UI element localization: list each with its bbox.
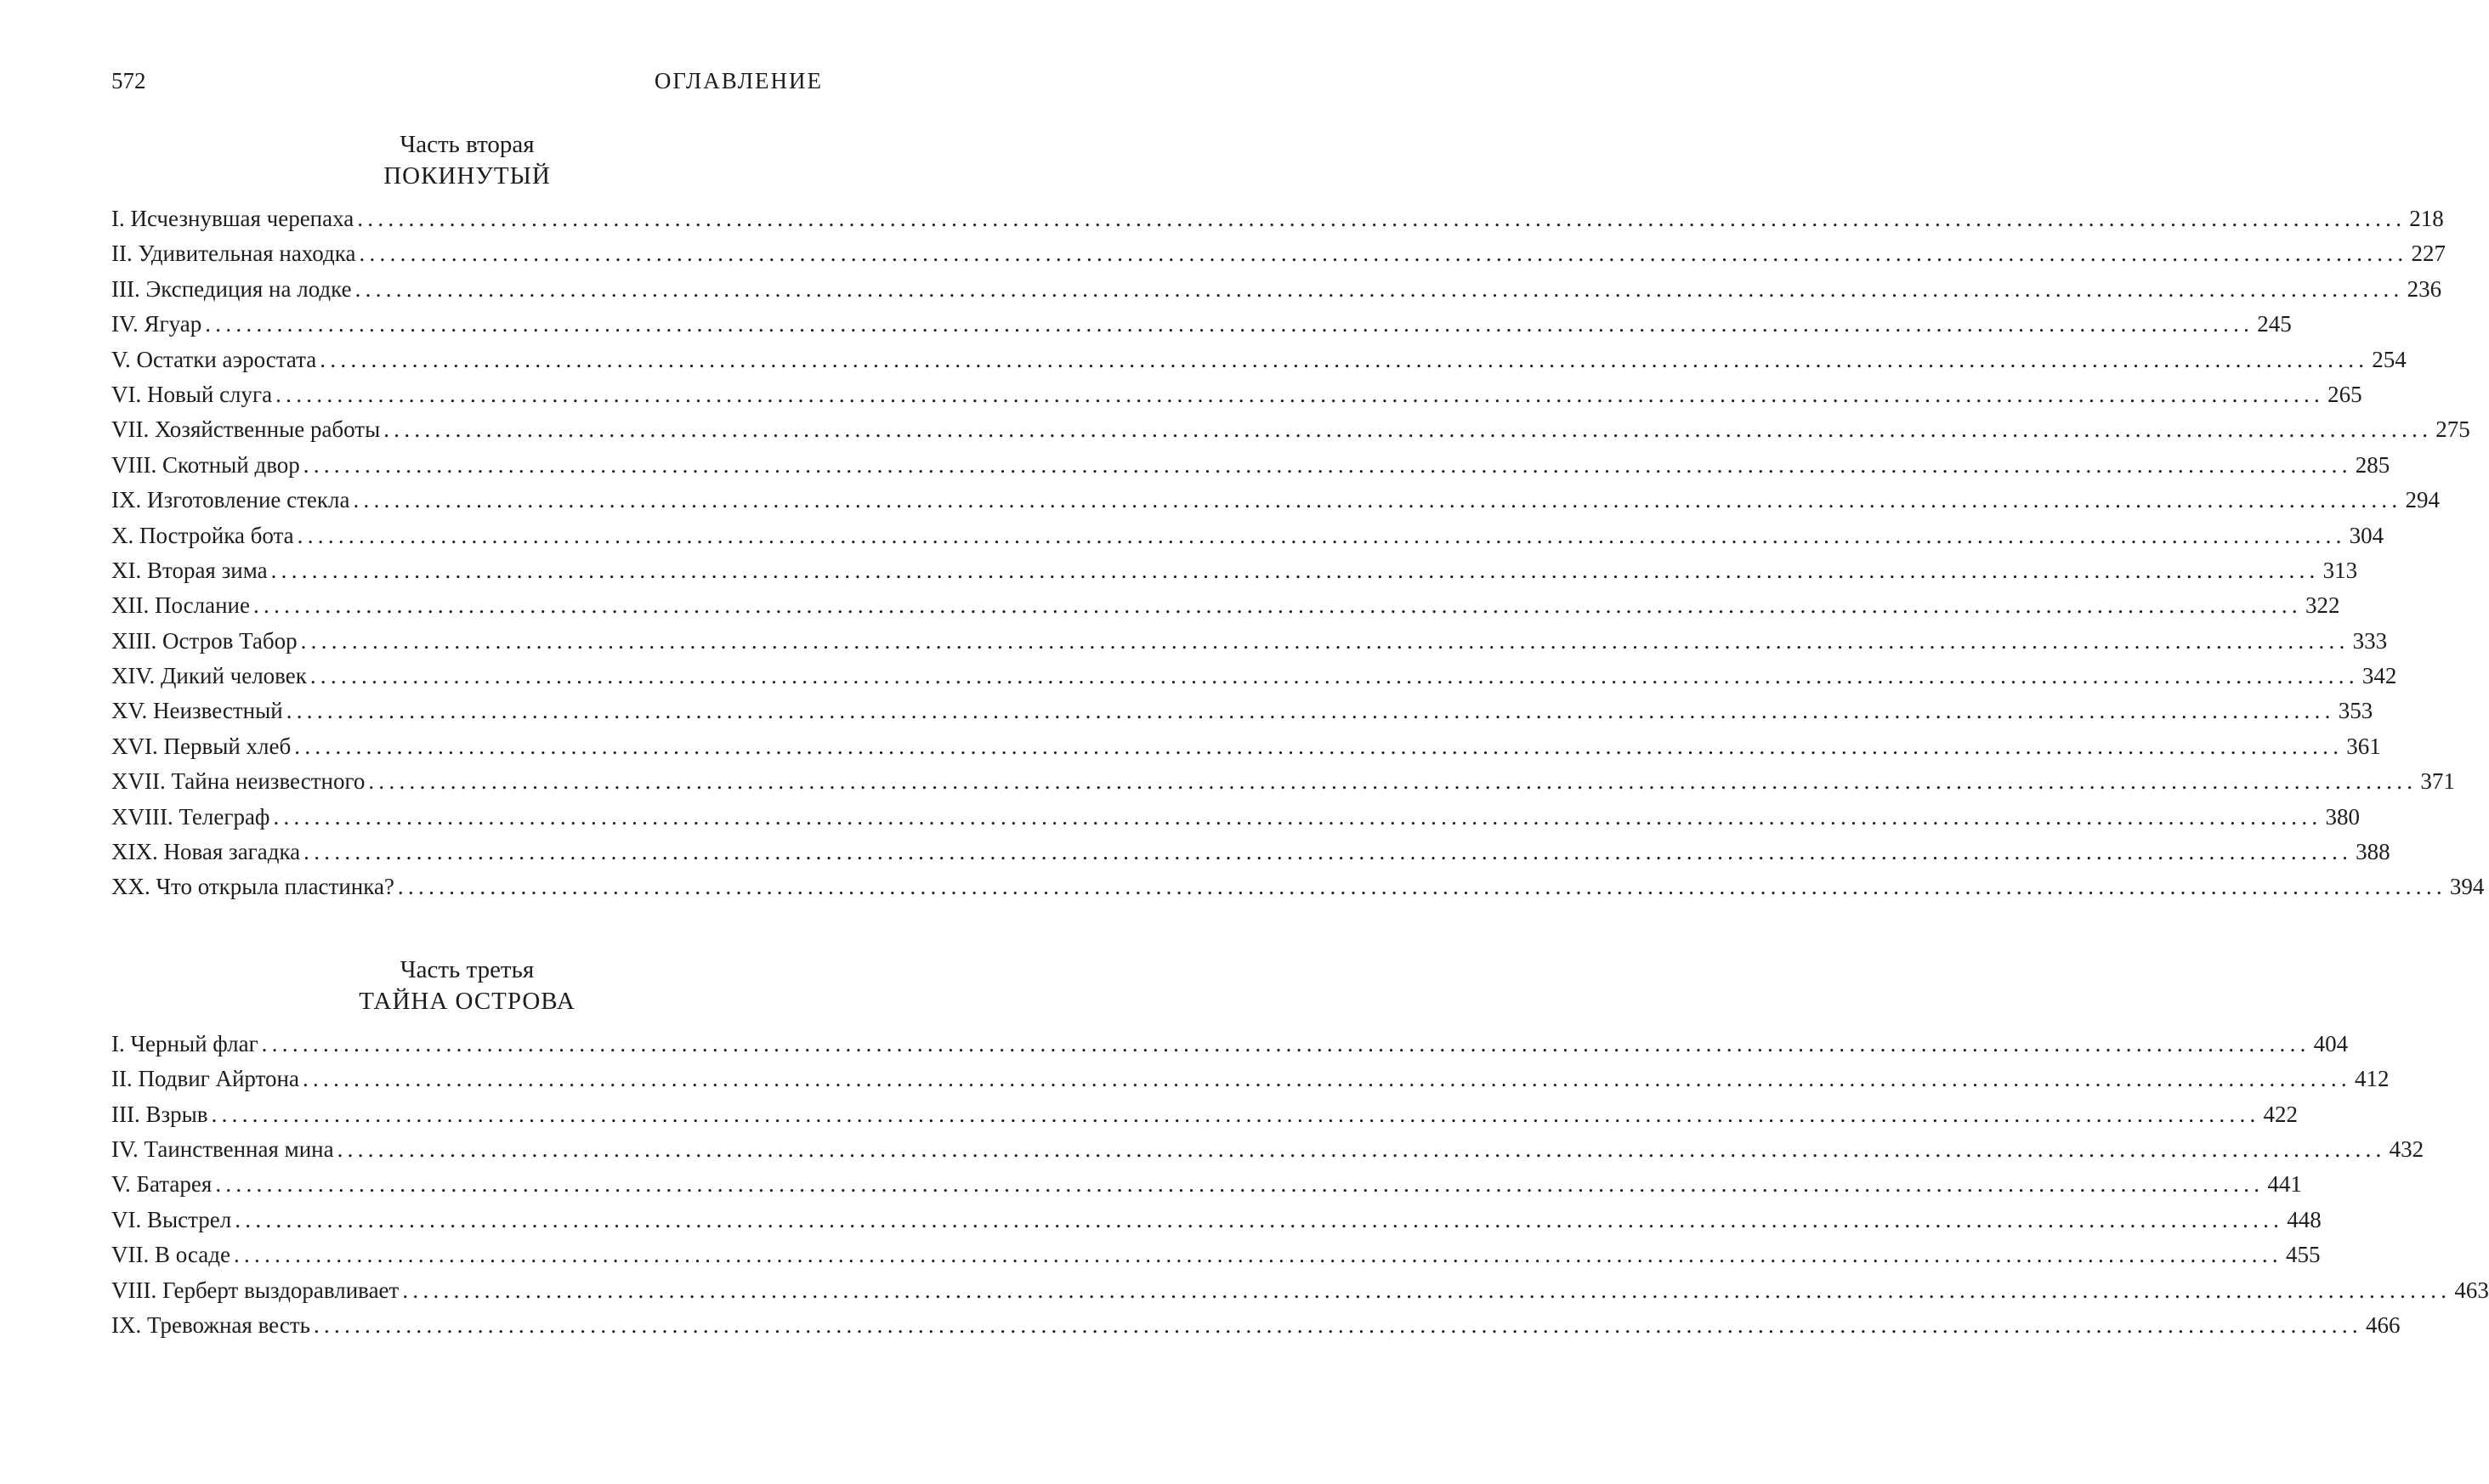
dot-leader: ........................................................................................................................................................................................................ [252, 592, 2302, 619]
toc-entry-page: 380 [2325, 803, 2360, 830]
dot-leader: ........................................................................................................................................................................................................ [270, 557, 2320, 583]
toc-entry-title: IV. Ягуар [111, 311, 202, 337]
dot-leader: ........................................................................................................................................................................................................ [303, 839, 2353, 865]
running-title: ОГЛАВЛЕНИЕ [654, 68, 823, 93]
dot-leader: ........................................................................................................................................................................................................ [294, 733, 2344, 759]
toc-entry [111, 343, 2407, 377]
toc-entry-title: XIII. Остров Табор [111, 627, 298, 654]
dot-leader: ........................................................................................................................................................................................................ [205, 311, 2254, 337]
toc-entry-title: IV. Таинственная мина [111, 1136, 334, 1162]
dot-leader: ........................................................................................................................................................................................................ [303, 451, 2352, 478]
toc-entry-title: I. Черный флаг [111, 1030, 258, 1056]
dot-leader: ........................................................................................................................................................................................................ [215, 1171, 2265, 1198]
toc-entry-title: VIII. Герберт выздоравливает [111, 1277, 400, 1303]
dot-leader: ........................................................................................................................................................................................................ [309, 663, 2359, 689]
dot-leader: ........................................................................................................................................................................................................ [286, 698, 2335, 724]
dot-leader: ........................................................................................................................................................................................................ [235, 1206, 2284, 1232]
toc-entry-page: 404 [2313, 1030, 2349, 1056]
dot-leader: ........................................................................................................................................................................................................ [211, 1101, 2260, 1127]
toc-entry-page: 304 [2349, 522, 2384, 548]
toc-entry-page: 441 [2267, 1171, 2302, 1198]
toc-entry [111, 800, 2360, 835]
toc-entry [111, 835, 2390, 869]
toc-entry-page: 275 [2435, 416, 2470, 443]
toc-entry [111, 377, 2362, 412]
toc-entry-title: XVI. Первый хлеб [111, 733, 292, 759]
toc-entry-page: 388 [2356, 839, 2390, 865]
toc-entry-page: 466 [2365, 1311, 2401, 1338]
toc-entry [111, 764, 2455, 799]
toc-entry-title: XI. Вторая зима [111, 557, 268, 583]
part-label: Часть третья [400, 955, 535, 983]
toc-entry [111, 236, 2446, 271]
running-header [111, 68, 823, 110]
toc-entry [111, 1132, 2424, 1167]
toc-entry-page: 265 [2327, 381, 2362, 407]
dot-leader: ........................................................................................................................................................................................................ [297, 522, 2346, 548]
toc-entry [111, 1062, 2390, 1096]
dot-leader: ........................................................................................................................................................................................................ [273, 803, 2322, 830]
dot-leader: ........................................................................................................................................................................................................ [353, 487, 2402, 513]
toc-entry-title: XVII. Тайна неизвестного [111, 768, 366, 795]
book-page [111, 68, 2489, 1343]
toc-entry-title: II. Удивительная находка [111, 241, 356, 267]
toc-entry-page: 353 [2338, 698, 2373, 724]
toc-entry-page: 342 [2361, 663, 2397, 689]
toc-entry-page: 394 [2449, 874, 2485, 900]
toc-entry [111, 869, 2485, 904]
part-heading-3 [111, 954, 823, 1017]
dot-leader: ........................................................................................................................................................................................................ [300, 627, 2350, 654]
toc-entry [111, 272, 2442, 307]
toc-entry-title: XX. Что открыла пластинка? [111, 874, 394, 900]
dot-leader: ........................................................................................................................................................................................................ [368, 768, 2418, 795]
toc-entry-page: 218 [2409, 206, 2444, 231]
dot-leader: ........................................................................................................................................................................................................ [337, 1136, 2386, 1162]
dot-leader: ........................................................................................................................................................................................................ [320, 346, 2369, 372]
dot-leader: ........................................................................................................................................................................................................ [261, 1030, 2310, 1056]
toc-entry-page: 361 [2346, 733, 2381, 759]
toc-entry-title: III. Взрыв [111, 1101, 208, 1127]
page-number: 572 [111, 68, 146, 93]
toc-entry-title: VII. В осаде [111, 1242, 230, 1268]
toc-entry-title: VI. Выстрел [111, 1206, 232, 1232]
toc-entry [111, 1308, 2401, 1343]
toc-entry-title: IX. Тревожная весть [111, 1311, 310, 1338]
toc-entry-title: V. Батарея [111, 1171, 213, 1198]
toc-entry-title: VIII. Скотный двор [111, 451, 300, 478]
toc-entry-title: XV. Неизвестный [111, 698, 283, 724]
toc-entry [111, 412, 2470, 447]
part-title: ПОКИНУТЫЙ [383, 162, 551, 190]
toc-entry [111, 1203, 2322, 1238]
toc-entry [111, 588, 2340, 623]
toc-entry-page: 432 [2389, 1136, 2424, 1162]
toc-entry [111, 694, 2373, 728]
toc-entry-page: 245 [2257, 311, 2292, 337]
toc-entry-page: 285 [2355, 451, 2390, 478]
part-heading-2 [111, 129, 823, 192]
toc-list-part-3 [111, 1027, 2489, 1344]
toc-entry [111, 518, 2384, 553]
toc-entry [111, 1097, 2299, 1132]
toc-entry-page: 422 [2263, 1101, 2299, 1127]
toc-entry-page: 371 [2420, 768, 2455, 795]
toc-entry [111, 1027, 2349, 1062]
toc-entry-page: 412 [2354, 1066, 2390, 1092]
dot-leader: ........................................................................................................................................................................................................ [233, 1242, 2282, 1268]
toc-entry-title: II. Подвиг Айртона [111, 1066, 299, 1092]
dot-leader: ........................................................................................................................................................................................................ [402, 1277, 2452, 1303]
toc-entry-page: 455 [2285, 1242, 2321, 1268]
toc-entry-page: 448 [2287, 1206, 2322, 1232]
dot-leader: ........................................................................................................................................................................................................ [275, 381, 2325, 407]
toc-entry-title: IX. Изготовление стекла [111, 487, 350, 513]
dot-leader: ........................................................................................................................................................................................................ [397, 874, 2446, 900]
toc-entry-title: III. Экспедиция на лодке [111, 275, 352, 302]
toc-entry [111, 624, 2388, 659]
dot-leader: ........................................................................................................................................................................................................ [354, 275, 2404, 302]
dot-leader: ........................................................................................................................................................................................................ [383, 416, 2433, 443]
toc-entry-page: 333 [2352, 627, 2388, 654]
toc-entry-page: 236 [2407, 275, 2442, 302]
toc-entry-title: XIV. Дикий человек [111, 663, 307, 689]
toc-entry-page: 294 [2405, 487, 2440, 513]
toc-entry-page: 254 [2372, 346, 2407, 372]
toc-entry-title: XIX. Новая загадка [111, 839, 301, 865]
toc-entry [111, 483, 2440, 518]
toc-entry-page: 313 [2322, 557, 2358, 583]
toc-entry [111, 553, 2358, 588]
toc-entry-page: 322 [2305, 592, 2340, 619]
toc-entry-title: XVIII. Телеграф [111, 803, 270, 830]
toc-list-part-2 [111, 201, 2485, 905]
toc-entry-title: V. Остатки аэростата [111, 346, 317, 372]
toc-entry [111, 201, 2444, 236]
dot-leader: ........................................................................................................................................................................................................ [357, 206, 2407, 231]
toc-entry [111, 448, 2390, 483]
toc-entry [111, 307, 2292, 342]
dot-leader: ........................................................................................................................................................................................................ [359, 241, 2408, 267]
toc-entry-page: 227 [2411, 241, 2446, 267]
toc-entry-title: I. Исчезнувшая черепаха [111, 206, 354, 231]
toc-entry [111, 1167, 2302, 1202]
toc-entry-title: XII. Послание [111, 592, 250, 619]
toc-entry-title: VII. Хозяйственные работы [111, 416, 381, 443]
toc-entry [111, 1273, 2489, 1308]
toc-entry [111, 1238, 2321, 1272]
toc-entry [111, 729, 2381, 764]
dot-leader: ........................................................................................................................................................................................................ [302, 1066, 2351, 1092]
toc-entry-title: VI. Новый слуга [111, 381, 273, 407]
toc-entry-title: X. Постройка бота [111, 522, 294, 548]
part-title: ТАЙНА ОСТРОВА [359, 987, 575, 1015]
dot-leader: ........................................................................................................................................................................................................ [313, 1311, 2362, 1338]
part-label: Часть вторая [400, 131, 535, 158]
toc-entry-page: 463 [2454, 1277, 2489, 1303]
toc-entry [111, 659, 2397, 694]
